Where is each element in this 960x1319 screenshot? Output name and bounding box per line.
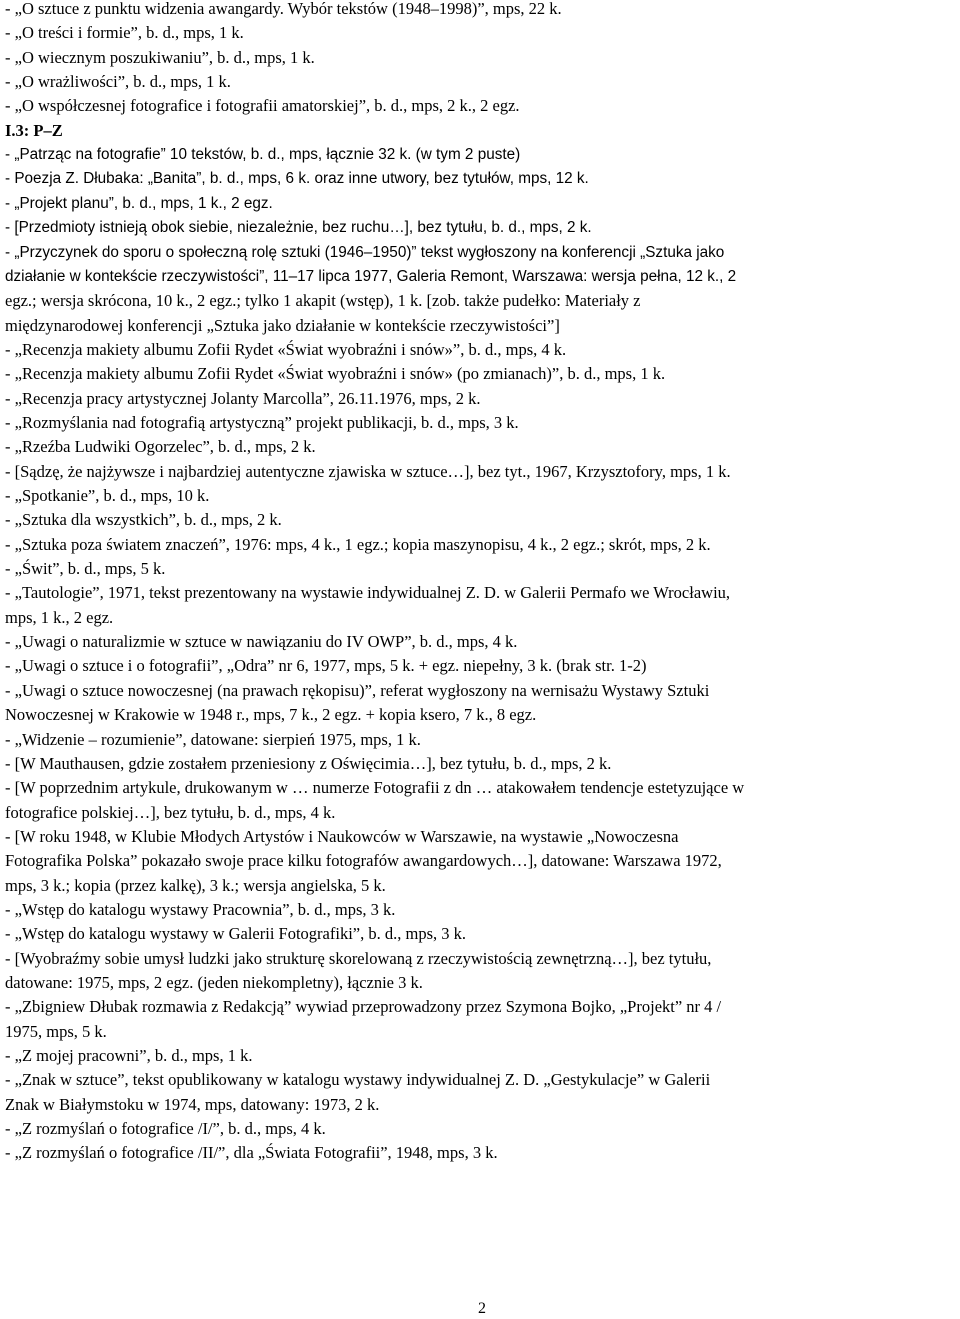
list-item: - „Projekt planu”, b. d., mps, 1 k., 2 egz.	[5, 194, 273, 212]
list-item: 1975, mps, 5 k.	[5, 1021, 107, 1041]
list-item: - Poezja Z. Dłubaka: „Banita”, b. d., mps, 6 k. oraz inne utwory, bez tytułów, mps, 12 k.	[5, 170, 589, 188]
list-item: datowane: 1975, mps, 2 egz. (jeden niekompletny), łącznie 3 k.	[5, 973, 423, 992]
list-item: - „Przyczynek do sporu o społeczną rolę sztuki (1946–1950)” tekst wygłoszony na konferencji „Sztuka jako	[5, 243, 725, 261]
list-item: - [W poprzednim artykule, drukowanym w … numerze Fotografii z dn … atakowałem tendencje estetyzujące w	[5, 778, 745, 798]
list-item: - „Recenzja makiety albumu Zofii Rydet «Świat wyobraźni i snów» (po zmianach)”, b. d., mps, 1 k.	[5, 364, 666, 384]
list-item: - „Tautologie”, 1971, tekst prezentowany na wystawie indywidualnej Z. D. w Galerii Permafo we Wrocławiu,	[5, 583, 731, 603]
list-item: - „Z rozmyślań o fotografice /II/”, dla „Świata Fotografii”, 1948, mps, 3 k.	[5, 1143, 498, 1163]
list-item: międzynarodowej konferencji „Sztuka jako działanie w kontekście rzeczywistości”]	[5, 315, 560, 335]
list-item: - „Zbigniew Dłubak rozmawia z Redakcją” wywiad przeprowadzony przez Szymona Bojko, „Projekt” nr 4 /	[5, 997, 722, 1017]
list-item: - „Rzeźba Ludwiki Ogorzelec”, b. d., mps, 2 k.	[5, 437, 316, 457]
list-item: mps, 3 k.; kopia (przez kalkę), 3 k.; wersja angielska, 5 k.	[5, 875, 386, 895]
list-item: - „Sztuka poza światem znaczeń”, 1976: mps, 4 k., 1 egz.; kopia maszynopisu, 4 k., 2 egz.; skrót, mps, 2 k.	[5, 534, 711, 554]
list-item: działanie w kontekście rzeczywistości”, 11–17 lipca 1977, Galeria Remont, Warszawa: wersja pełna, 12 k., 2	[5, 267, 737, 285]
list-item: - „Uwagi o sztuce nowoczesnej (na prawach rękopisu)”, referat wygłoszony na wernisażu Wystawy Sztuki	[5, 680, 710, 700]
list-item: - [Sądzę, że najżywsze i najbardziej autentyczne zjawiska w sztuce…], bez tyt., 1967, Krzysztofory, mps, 1 k.	[5, 461, 731, 481]
list-item: Fotografika Polska” pokazało swoje prace kilku fotografów awangardowych…], datowane: Warszawa 1972,	[5, 851, 722, 871]
page-number: 2	[478, 1300, 486, 1317]
list-item: - „Z rozmyślań o fotografice /I/”, b. d., mps, 4 k.	[5, 1119, 326, 1139]
list-item: - [Wyobraźmy sobie umysł ludzki jako strukturę skorelowaną z rzeczywistością zewnętrzną…], bez tytułu,	[5, 948, 712, 968]
list-item: Nowoczesnej w Krakowie w 1948 r., mps, 7 k., 2 egz. + kopia ksero, 7 k., 8 egz.	[5, 705, 537, 725]
list-item: - „Wstęp do katalogu wystawy Pracownia”, b. d., mps, 3 k.	[5, 899, 396, 919]
list-item: - „Znak w sztuce”, tekst opublikowany w katalogu wystawy indywidualnej Z. D. „Gestykulacje” w Galerii	[5, 1070, 711, 1090]
list-item: - „Uwagi o sztuce i o fotografii”, „Odra” nr 6, 1977, mps, 5 k. + egz. niepełny, 3 k. (brak str. 1-2)	[5, 656, 647, 676]
list-item: fotografice polskiej…], bez tytułu, b. d., mps, 4 k.	[5, 802, 336, 822]
list-item: - „Widzenie – rozumienie”, datowane: sierpień 1975, mps, 1 k.	[5, 729, 421, 749]
document-page	[5, 0, 957, 1319]
list-item: - „Patrząc na fotografie” 10 tekstów, b. d., mps, łącznie 32 k. (w tym 2 puste)	[5, 146, 521, 164]
list-item: - „Spotkanie”, b. d., mps, 10 k.	[5, 486, 210, 505]
list-item: - „O wrażliwości”, b. d., mps, 1 k.	[5, 72, 231, 92]
list-item: egz.; wersja skrócona, 10 k., 2 egz.; tylko 1 akapit (wstęp), 1 k. [zob. także pudełko: Materiały z	[5, 291, 641, 311]
list-item: mps, 1 k., 2 egz.	[5, 607, 114, 627]
list-item: - „Recenzja makiety albumu Zofii Rydet «Świat wyobraźni i snów»”, b. d., mps, 4 k.	[5, 339, 567, 359]
list-item: - [W Mauthausen, gdzie zostałem przeniesiony z Oświęcimia…], bez tytułu, b. d., mps, 2 k.	[5, 753, 612, 773]
list-item: - „O wiecznym poszukiwaniu”, b. d., mps, 1 k.	[5, 47, 315, 67]
list-item: - „Recenzja pracy artystycznej Jolanty Marcolla”, 26.11.1976, mps, 2 k.	[5, 388, 481, 408]
list-item: - „Uwagi o naturalizmie w sztuce w nawiązaniu do IV OWP”, b. d., mps, 4 k.	[5, 632, 518, 652]
list-item: - „Rozmyślania nad fotografią artystyczną” projekt publikacji, b. d., mps, 3 k.	[5, 412, 519, 432]
list-item: - „Wstęp do katalogu wystawy w Galerii Fotografiki”, b. d., mps, 3 k.	[5, 924, 466, 944]
list-item: - „Świt”, b. d., mps, 5 k.	[5, 559, 166, 579]
list-item: - „Z mojej pracowni”, b. d., mps, 1 k.	[5, 1046, 253, 1066]
list-item: - „O współczesnej fotografice i fotografii amatorskiej”, b. d., mps, 2 k., 2 egz.	[5, 96, 520, 116]
list-item: - „Sztuka dla wszystkich”, b. d., mps, 2 k.	[5, 510, 282, 530]
list-item: Znak w Białymstoku w 1974, mps, datowany: 1973, 2 k.	[5, 1094, 380, 1114]
list-item: - „O treści i formie”, b. d., mps, 1 k.	[5, 23, 244, 43]
list-item: - [Przedmioty istnieją obok siebie, niezależnie, bez ruchu…], bez tytułu, b. d., mps, 2 k.	[5, 219, 592, 237]
section-heading: I.3: P–Z	[5, 120, 63, 140]
list-item: - [W roku 1948, w Klubie Młodych Artystów i Naukowców w Warszawie, na wystawie „Nowoczesna	[5, 826, 679, 846]
list-item: - „O sztuce z punktu widzenia awangardy. Wybór tekstów (1948–1998)”, mps, 22 k.	[5, 0, 562, 18]
